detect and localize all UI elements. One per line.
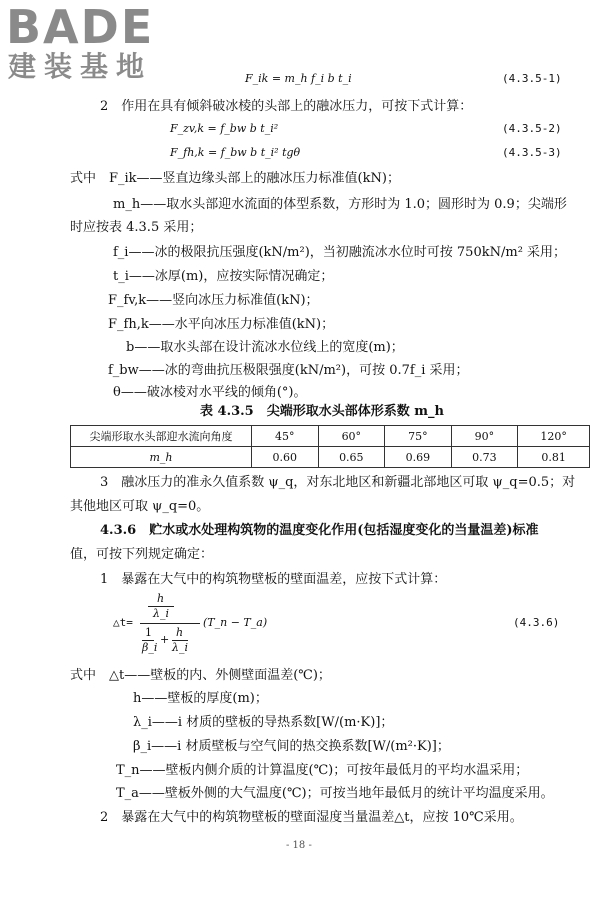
table-row-label: m_h — [71, 447, 252, 468]
eq1-formula: F_ik = m_h f_i b t_i — [245, 72, 352, 85]
eq2-number: (4.3.5-2) — [502, 122, 562, 135]
eq4-den-plus: + — [160, 633, 170, 646]
bade-logo — [6, 0, 176, 94]
para-3a: 3 融冰压力的准永久值系数 ψ_q，对东北地区和新疆北部地区可取 ψ_q=0.5；对 — [100, 475, 576, 490]
table-header-label: 尖端形取水头部迎水流向角度 — [71, 426, 252, 447]
def-5: F_fv,k——竖向冰压力标准值(kN)； — [108, 293, 319, 308]
table-value: 0.73 — [451, 447, 518, 468]
def-7: b——取水头部在设计流冰水位线上的宽度(m)； — [126, 340, 404, 355]
para-3b: 其他地区可取 ψ_q=0。 — [70, 499, 210, 514]
table-caption: 表 4.3.5 尖端形取水头部体形系数 m_h — [200, 404, 444, 419]
para-5: 2 暴露在大气中的构筑物壁板的壁面湿度当量温差△t，应按 10℃采用。 — [100, 810, 523, 825]
def-6: F_fh,k——水平向冰压力标准值(kN)； — [108, 317, 335, 332]
def2-5: T_n——壁板内侧介质的计算温度(℃)；可按年最低月的平均水温采用； — [116, 763, 529, 778]
para-2: 2 作用在具有倾斜破冰棱的头部上的融冰压力，可按下式计算： — [100, 99, 473, 114]
def2-6: T_a——壁板外侧的大气温度(℃)；可按当地年最低月的统计平均温度采用。 — [116, 786, 554, 801]
shape-coefficient-table — [70, 425, 590, 468]
def2-3: λ_i——i 材质的壁板的导热系数[W/(m·K)]； — [133, 715, 394, 730]
eq4-den-1: 1 — [145, 626, 152, 639]
logo-line2: 建装基地 — [8, 50, 153, 83]
eq4-number: (4.3.6) — [513, 616, 560, 629]
def-3: f_i——冰的极限抗压强度(kN/m²)，当初融流冰水位时可按 750kN/m² 采用； — [113, 245, 567, 260]
def2-2: h——壁板的厚度(m)； — [133, 691, 268, 706]
def-2b: 时应按表 4.3.5 采用； — [70, 220, 203, 235]
logo-line1: BADE — [6, 0, 155, 54]
def-2a: m_h——取水头部迎水流面的体型系数，方形时为 1.0；圆形时为 0.9；尖端形 — [113, 197, 567, 212]
para-4: 1 暴露在大气中的构筑物壁板的壁面温差，应按下式计算： — [100, 572, 447, 587]
table-value: 0.65 — [318, 447, 385, 468]
eq4-num-h: h — [157, 592, 165, 605]
eq4-num-lambda: λ_i — [153, 607, 169, 620]
def-1: 式中 F_ik——竖直边缘头部上的融冰压力标准值(kN)； — [70, 171, 400, 186]
eq4-lhs: △t= — [113, 616, 133, 629]
section-436b: 值，可按下列规定确定： — [70, 547, 214, 562]
table-value: 0.69 — [385, 447, 452, 468]
eq2-formula: F_zv,k = f_bw b t_i² — [170, 122, 279, 135]
eq1-number: (4.3.5-1) — [502, 72, 562, 85]
eq4-den-lambda: λ_i — [172, 641, 188, 654]
def2-1: 式中 △t——壁板的内、外侧壁面温差(℃)； — [70, 668, 331, 683]
def-9: θ——破冰棱对水平线的倾角(°)。 — [113, 385, 307, 400]
section-436a: 4.3.6 贮水或水处理构筑物的温度变化作用(包括湿度变化的当量温差)标准 — [100, 523, 539, 538]
eq4-den-h: h — [176, 626, 184, 639]
page-number: - 18 - — [286, 840, 312, 851]
table-row — [71, 447, 590, 468]
table-angle: 45° — [252, 426, 319, 447]
eq4-den-beta: β_i — [142, 641, 158, 654]
def-8: f_bw——冰的弯曲抗压极限强度(kN/m²)，可按 0.7f_i 采用； — [108, 363, 469, 378]
table-angle: 60° — [318, 426, 385, 447]
def2-4: β_i——i 材质壁板与空气间的热交换系数[W/(m²·K)]； — [133, 739, 450, 754]
table-angle: 90° — [451, 426, 518, 447]
def-4: t_i——冰厚(m)，应按实际情况确定； — [113, 269, 334, 284]
table-angle: 120° — [518, 426, 590, 447]
eq3-number: (4.3.5-3) — [502, 146, 562, 159]
table-angle: 75° — [385, 426, 452, 447]
eq4-rhs: (T_n − T_a) — [203, 616, 268, 629]
eq3-formula: F_fh,k = f_bw b t_i² tgθ — [170, 146, 301, 159]
table-value: 0.81 — [518, 447, 590, 468]
eq4-main-bar — [140, 623, 200, 624]
table-value: 0.60 — [252, 447, 319, 468]
table-row — [71, 426, 590, 447]
